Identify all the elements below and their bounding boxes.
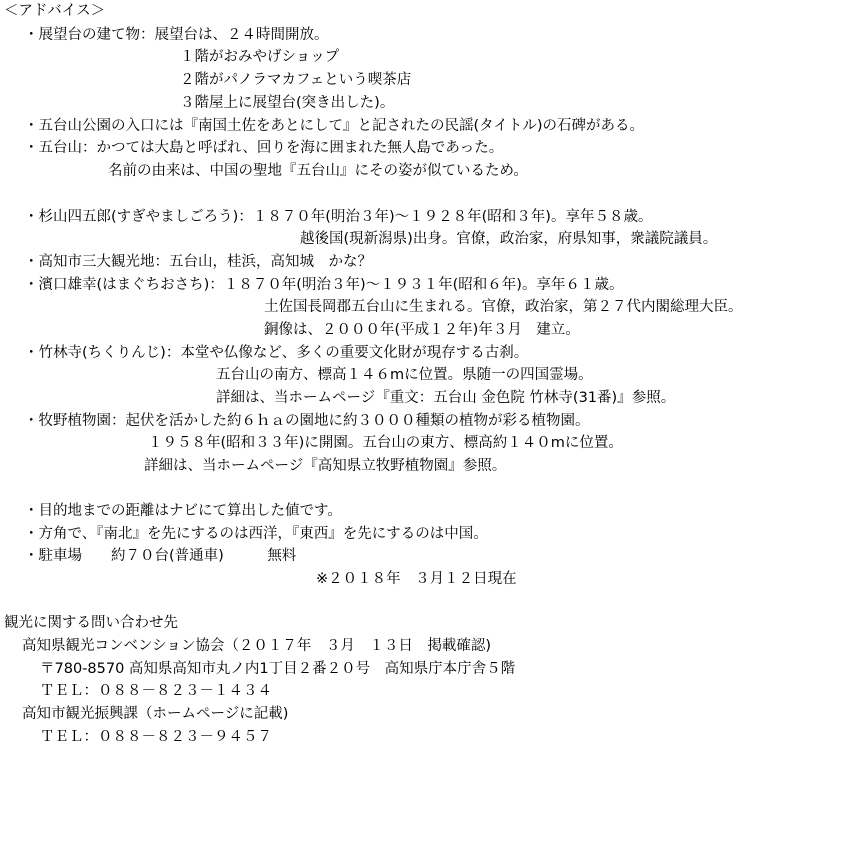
advice-line: ・濱口雄幸(はまぐちおさち)：１８７０年(明治３年)～１９３１年(昭和６年)。享年６１歳。 (24, 277, 624, 293)
advice-line: ・高知市三大観光地：五台山，桂浜，高知城 かな？ (24, 254, 372, 270)
advice-line: 越後国(現新潟県)出身。官僚，政治家，府県知事，衆議院議員。 (300, 231, 718, 247)
contact-org: 高知県観光コンベンション協会（２０１７年 ３月 １３日 掲載確認) (22, 638, 492, 654)
advice-line: １９５８年(昭和３３年)に開園。五台山の東方、標高約１４０mに位置。 (148, 435, 623, 451)
contact-title: 観光に関する問い合わせ先 (4, 615, 178, 631)
advice-heading: ＜アドバイス＞ (4, 3, 106, 19)
advice-line: 名前の由来は、中国の聖地『五台山』にその姿が似ているため。 (108, 163, 528, 179)
contact-tel: ＴＥＬ：０８８－８２３－１４３４ (40, 683, 272, 699)
advice-line: ・牧野植物園：起伏を活かした約６ｈａの園地に約３０００種類の植物が彩る植物園。 (24, 413, 590, 429)
advice-line: ※２０１８年 ３月１２日現在 (316, 571, 517, 587)
advice-line: 五台山の南方、標高１４６mに位置。県随一の四国霊場。 (216, 367, 593, 383)
contact-address: 〒780-8570 高知県高知市丸ノ内1丁目２番２０号 高知県庁本庁舎５階 (40, 661, 516, 677)
advice-line: ・竹林寺(ちくりんじ)：本堂や仏像など、多くの重要文化財が現存する古刹。 (24, 345, 529, 361)
advice-line: ２階がパノラマカフェという喫茶店 (180, 72, 412, 88)
advice-line: 詳細は、当ホームページ『重文：五台山 金色院 竹林寺(31番)』参照。 (216, 390, 676, 406)
contact-org: 高知市観光振興課（ホームページに記載) (22, 706, 289, 722)
advice-line: 銅像は、２０００年(平成１２年)年３月 建立。 (264, 322, 580, 338)
advice-line: ・杉山四五郎(すぎやましごろう)：１８７０年(明治３年)～１９２８年(昭和３年)。享年５８歳。 (24, 209, 653, 225)
advice-line: ・五台山：かつては大島と呼ばれ、回りを海に囲まれた無人島であった。 (24, 140, 504, 156)
advice-line: 詳細は、当ホームページ『高知県立牧野植物園』参照。 (144, 458, 507, 474)
advice-line: ・方角で、『南北』を先にするのは西洋，『東西』を先にするのは中国。 (24, 526, 488, 542)
advice-line: ・五台山公園の入口には『南国土佐をあとにして』と記されたの民謡(タイトル)の石碑がある。 (24, 118, 645, 134)
advice-line: 土佐国長岡郡五台山に生まれる。官僚，政治家，第２７代内閣総理大臣。 (264, 299, 743, 315)
advice-line: ・展望台の建て物：展望台は、２４時間開放。 (24, 27, 329, 43)
contact-tel: ＴＥＬ：０８８－８２３－９４５７ (40, 729, 272, 745)
advice-line: １階がおみやげショップ (180, 49, 340, 65)
advice-line: ・駐車場 約７０台(普通車) 無料 (24, 548, 297, 564)
advice-line: ・目的地までの距離はナビにて算出した値です。 (24, 503, 342, 519)
advice-line: ３階屋上に展望台(突き出した)。 (180, 95, 395, 111)
